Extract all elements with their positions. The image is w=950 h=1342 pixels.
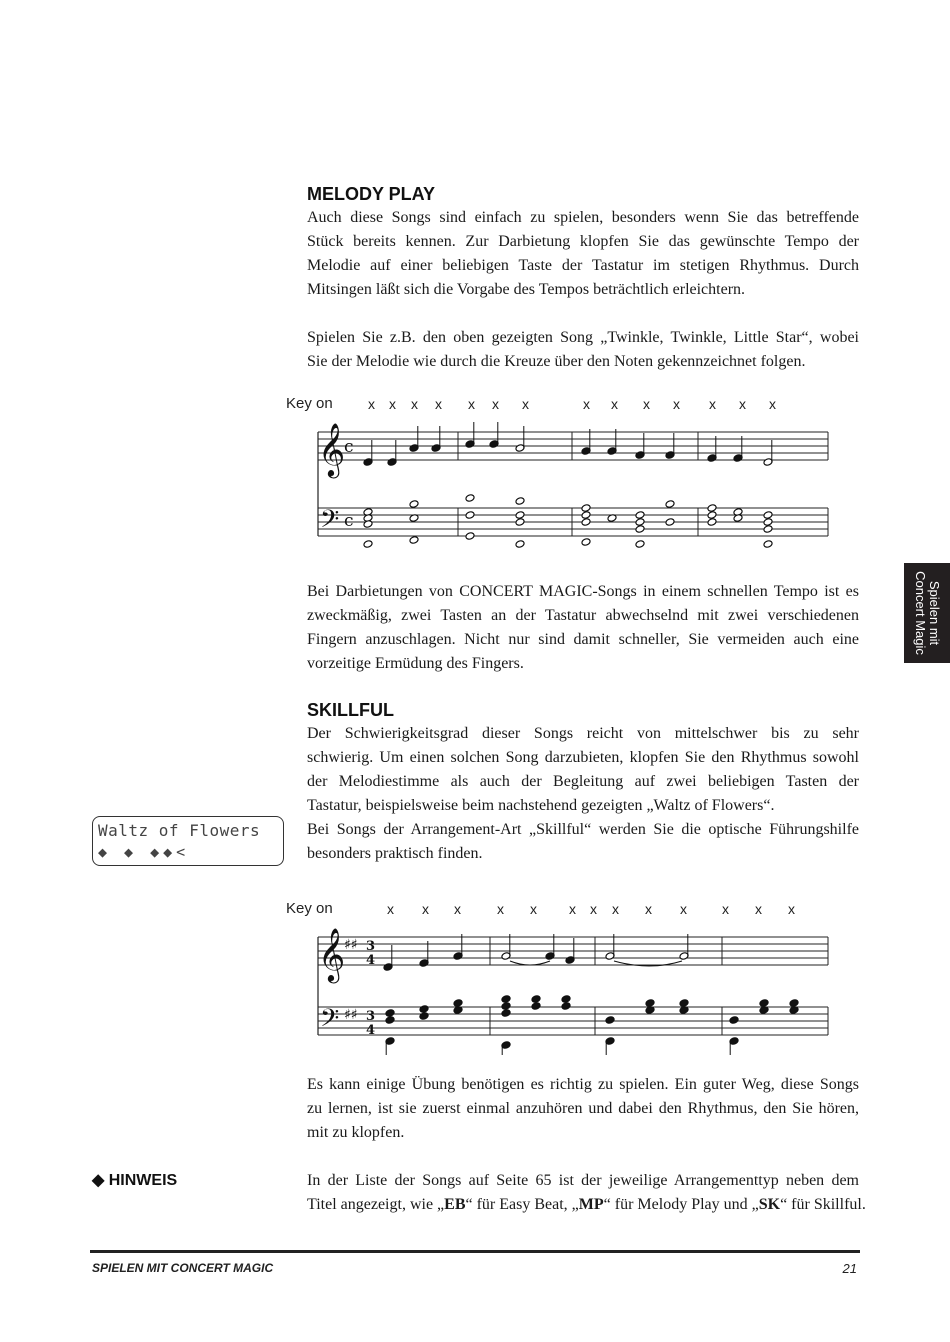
text-line: Sie der Melodie wie durch die Kreuze über den Noten gekennzeichnet folgen. [307,353,806,370]
key-on-mark: x [454,901,461,917]
key-on-mark: x [643,396,650,412]
key-on-label: Key on [286,395,333,412]
treble-clef: 𝄞 [318,422,346,476]
note-head [763,540,773,549]
key-on-mark: x [468,396,475,412]
skillful-paragraph-1 [307,722,859,866]
text-line: mit zu klopfen. [307,1124,405,1141]
code-mp: MP [578,1196,604,1213]
code-eb: EB [444,1196,466,1213]
note-head [635,540,645,549]
note-head [635,518,645,527]
key-on-mark: x [435,396,442,412]
skillful-paragraph-2 [307,1073,859,1145]
key-on-mark: x [680,901,687,917]
key-on-mark: x [389,396,396,412]
note-head [605,1016,615,1025]
note-head [501,1009,511,1018]
note-head [531,1002,541,1011]
note-head [515,511,525,520]
lcd-display [92,816,284,866]
time-signature: 3 [366,939,376,954]
note-head [635,525,645,534]
note-head [419,1012,429,1021]
note-head [515,497,525,506]
time-signature: 4 [366,1023,376,1038]
note-text: “ für Melody Play und „ [603,1196,759,1213]
text-line: In der Liste der Songs auf Seite 65 ist der jeweilige Arrangementtyp neben dem [307,1172,859,1189]
note-head [465,494,475,503]
note-text: “ für Easy Beat, „ [465,1196,579,1213]
key-on-mark: x [411,396,418,412]
bass-clef: 𝄢 [320,1004,340,1039]
key-on-mark: x [522,396,529,412]
note-head [419,1005,429,1014]
time-signature: c [344,437,354,457]
note-head [363,520,373,529]
note-head [515,518,525,527]
note-head [515,540,525,549]
text-line: der Melodiestimme als auch der Begleitung auf zwei beliebigen Tasten der [307,773,859,790]
note-head [789,999,799,1008]
note-head [707,504,717,513]
key-signature: ♯♯ [344,937,358,953]
chapter-side-tab [904,563,950,663]
text-line: Spielen Sie z.B. den oben gezeigten Song „Twinkle, Twinkle, Little Star“, wobei [307,329,859,346]
note-head [665,518,675,527]
note-head [561,995,571,1004]
text-line [307,1193,866,1217]
note-head [385,1016,395,1025]
note-head [729,1016,739,1025]
key-on-label: Key on [286,900,333,917]
text-line: zweckmäßig, zwei Tasten an der Tastatur abwechselnd mit zwei verschiedenen [307,607,859,624]
key-on-mark: x [709,396,716,412]
text-line: schwierig. Um einen solchen Song darzubieten, klopfen Sie den Rhythmus sowohl [307,749,859,766]
lcd-song-title: Waltz of Flowers [98,821,261,840]
note-head [581,511,591,520]
side-tab-line-2: Concert Magic [913,571,928,655]
note-head [385,1009,395,1018]
key-on-mark: x [722,901,729,917]
text-line: Bei Songs der Arrangement-Art „Skillful“ werden Sie die optische Führungshilfe [307,821,859,838]
note-head [707,511,717,520]
heading-skillful: SKILLFUL [307,700,394,720]
note-head [363,540,373,549]
note-head [679,999,689,1008]
text-line: Der Schwierigkeitsgrad dieser Songs reicht von mittelschwer bis zu sehr [307,725,859,742]
time-signature: c [344,511,354,531]
key-on-mark: x [788,901,795,917]
bass-clef: 𝄢 [320,505,340,540]
key-on-mark: x [583,396,590,412]
key-on-mark: x [611,396,618,412]
key-on-mark: x [769,396,776,412]
text-line: Fingern anzuschlagen. Nicht nur sind damit schneller, Sie vermeiden auch eine [307,631,859,648]
key-on-mark: x [590,901,597,917]
page-number: 21 [842,1261,857,1276]
melody-paragraph-3 [307,580,859,676]
text-line: Mitsingen läßt sich die Vorgabe des Tempos beträchtlich erleichtern. [307,281,746,298]
note-head [707,518,717,527]
heading-melody-play: MELODY PLAY [307,184,436,204]
note-head [759,999,769,1008]
lcd-beat-indicator: ◆ ◆ ◆◆< [98,843,190,861]
note-text: Titel angezeigt, wie „ [307,1196,445,1213]
key-on-mark: x [612,901,619,917]
text-line: zu lernen, ist sie zuerst einmal anzuhören und dabei den Rhythmus, den Sie hören, [307,1100,859,1117]
key-on-mark: x [645,901,652,917]
key-on-mark: x [569,901,576,917]
note-head [635,511,645,520]
text-line: vorzeitige Ermüdung des Fingers. [307,655,524,672]
key-on-mark: x [492,396,499,412]
text-line: Melodie auf einer beliebigen Taste der Tastatur im stetigen Rhythmus. Durch [307,257,859,274]
note-head [645,999,655,1008]
tie [510,961,550,965]
text-line: Auch diese Songs sind einfach zu spielen, besonders wenn Sie das betreffende [307,209,859,226]
note-head [763,511,773,520]
melody-paragraph-2 [307,326,859,374]
key-on-mark: x [422,901,429,917]
footer-rule [90,1250,860,1253]
footer-title: SPIELEN MIT CONCERT MAGIC [92,1261,274,1275]
note-head [763,525,773,534]
key-on-mark: x [673,396,680,412]
side-tab-line-1: Spielen mit [927,580,942,646]
note-head [561,1002,571,1011]
key-on-mark: x [739,396,746,412]
note-head [581,518,591,527]
text-line: Tastatur, beispielsweise beim nachstehend gezeigten „Waltz of Flowers“. [307,797,775,814]
note-paragraph [307,1169,866,1217]
treble-clef: 𝄞 [318,927,346,981]
text-line: Stück bereits kennen. Zur Darbietung klopfen Sie das gewünschte Tempo der [307,233,859,250]
text-line: besonders praktisch finden. [307,845,483,862]
text-line: Es kann einige Übung benötigen es richtig zu spielen. Ein guter Weg, diese Songs [307,1076,859,1093]
key-on-mark: x [387,901,394,917]
time-signature: 3 [366,1009,376,1024]
note-head [531,995,541,1004]
note-head [501,995,511,1004]
note-head [453,999,463,1008]
note-head [465,511,475,520]
note-text: “ für Skillful. [780,1196,866,1213]
note-head [763,518,773,527]
time-signature: 4 [366,953,376,968]
note-label: ◆ HINWEIS [92,1172,178,1189]
sheet-music-twinkle [310,420,835,560]
key-on-mark: x [497,901,504,917]
code-sk: SK [758,1196,781,1213]
melody-paragraph-1 [307,206,859,302]
note-head [581,538,591,547]
note-head [501,1002,511,1011]
note-head [581,504,591,513]
key-signature: ♯♯ [344,1007,358,1023]
key-on-mark: x [755,901,762,917]
text-line: Bei Darbietungen von CONCERT MAGIC-Songs in einem schnellen Tempo ist es [307,583,859,600]
note-head [665,500,675,509]
key-on-mark: x [530,901,537,917]
sheet-music-waltz-of-flowers [310,925,835,1055]
note-head [409,500,419,509]
note-head [465,532,475,541]
note-head [409,536,419,545]
key-on-mark: x [368,396,375,412]
